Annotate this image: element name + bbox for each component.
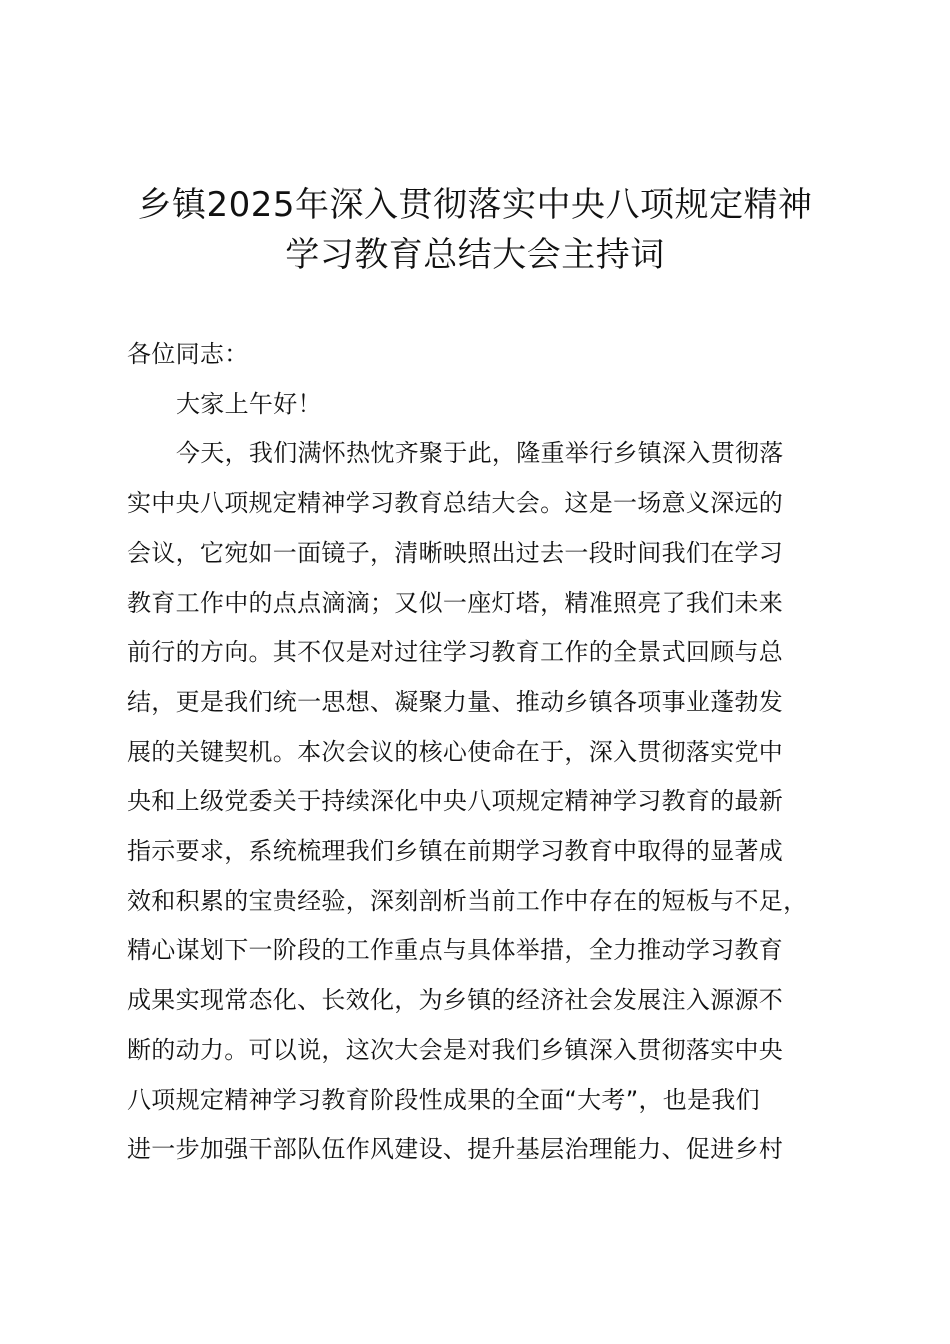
paragraph-line: 展的关键契机。本次会议的核心使命在于，深入贯彻落实党中 bbox=[127, 737, 784, 766]
paragraph-line: 今天，我们满怀热忱齐聚于此，隆重举行乡镇深入贯彻落 bbox=[176, 439, 784, 468]
paragraph-line: 进一步加强干部队伍作风建设、提升基层治理能力、促进乡村 bbox=[127, 1135, 784, 1164]
paragraph-line: 实中央八项规定精神学习教育总结大会。这是一场意义深远的 bbox=[127, 489, 784, 518]
salutation: 各位同志： bbox=[127, 340, 249, 368]
paragraph-line: 结，更是我们统一思想、凝聚力量、推动乡镇各项事业蓬勃发 bbox=[127, 687, 784, 716]
paragraph-line: 教育工作中的点点滴滴；又似一座灯塔，精准照亮了我们未来 bbox=[127, 588, 784, 617]
paragraph-line: 成果实现常态化、长效化，为乡镇的经济社会发展注入源源不 bbox=[127, 986, 784, 1015]
paragraph-line: 指示要求，系统梳理我们乡镇在前期学习教育中取得的显著成 bbox=[127, 837, 784, 866]
paragraph-line: 会议，它宛如一面镜子，清晰映照出过去一段时间我们在学习 bbox=[127, 538, 784, 567]
paragraph-line: 断的动力。可以说，这次大会是对我们乡镇深入贯彻落实中央 bbox=[127, 1035, 784, 1064]
greeting: 大家上午好！ bbox=[176, 389, 322, 418]
paragraph-line: 八项规定精神学习教育阶段性成果的全面“大考”，也是我们 bbox=[127, 1085, 760, 1114]
document-title-line-1: 乡镇2025年深入贯彻落实中央八项规定精神 bbox=[137, 185, 813, 225]
document-title-line-2: 学习教育总结大会主持词 bbox=[285, 235, 665, 275]
document-body bbox=[127, 330, 867, 1175]
paragraph bbox=[127, 429, 867, 1175]
paragraph-line: 效和积累的宝贵经验，深刻剖析当前工作中存在的短板与不足， bbox=[127, 886, 808, 915]
paragraph-line: 央和上级党委关于持续深化中央八项规定精神学习教育的最新 bbox=[127, 787, 784, 816]
paragraph-line: 前行的方向。其不仅是对过往学习教育工作的全景式回顾与总 bbox=[127, 638, 784, 667]
paragraph-line: 精心谋划下一阶段的工作重点与具体举措，全力推动学习教育 bbox=[127, 936, 784, 965]
